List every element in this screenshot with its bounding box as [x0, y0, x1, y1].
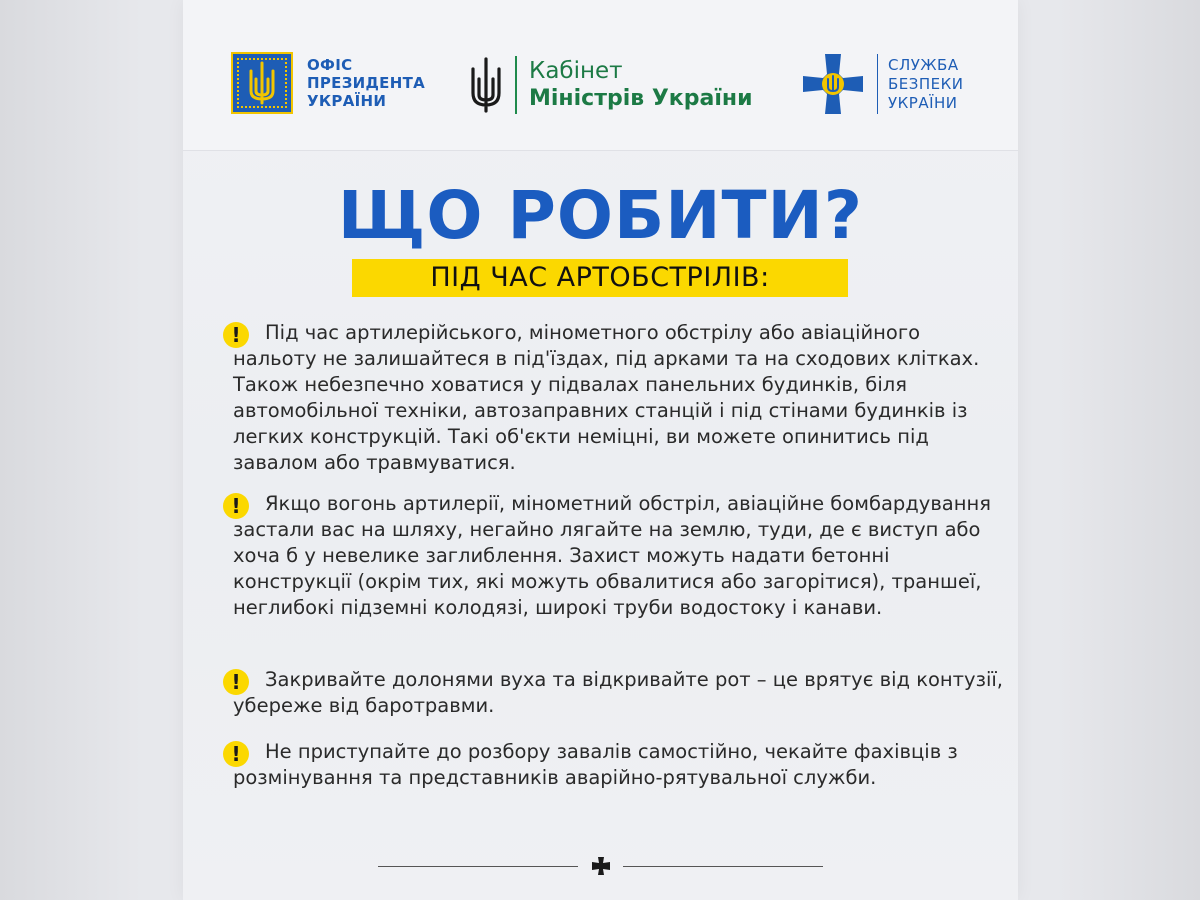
advice-text: Не приступайте до розбору завалів самостійно, чекайте фахівців з розмінування та представників аварійно-рятувальної служби.: [233, 740, 958, 789]
footer-ornament: [378, 856, 823, 876]
cabinet-text: [529, 57, 752, 113]
header-logos: [183, 0, 1018, 151]
exclamation-icon: !: [223, 322, 249, 348]
exclamation-icon: !: [223, 669, 249, 695]
cabinet-line-1: Кабінет: [529, 58, 623, 84]
advice-item: [223, 667, 1003, 723]
infographic-card: [183, 0, 1018, 900]
advice-item: [223, 491, 1003, 651]
logo-security-service: [801, 52, 964, 116]
subtitle-banner: ПІД ЧАС АРТОБСТРІЛІВ:: [352, 259, 848, 297]
trident-emblem-icon: [231, 52, 293, 114]
advice-text: Закривайте долонями вуха та відкривайте рот – це врятує від контузії, убереже від баротравми.: [233, 668, 1003, 717]
sbu-line: БЕЗПЕКИ: [888, 74, 964, 93]
page-title: ЩО РОБИТИ?: [337, 177, 864, 254]
divider: [623, 866, 823, 867]
cabinet-line-2: Міністрів України: [529, 86, 753, 111]
advice-text: Якщо вогонь артилерії, мінометний обстріл, авіаційне бомбардування застали вас на шляху, негайно лягайте на землю, туди, де є виступ або хоча б у невелике заглиблення. Захист можуть надати бетонні конструкції (окрім тих, які можуть обвалитися або загорітися), траншеї, неглибокі підземні колодязі, широкі труби водостоку і канави.: [233, 492, 991, 619]
office-president-text: [307, 56, 425, 110]
divider: [515, 56, 517, 114]
office-line: УКРАЇНИ: [307, 92, 387, 110]
divider: [877, 54, 878, 114]
sbu-cross-emblem-icon: [801, 52, 865, 116]
logo-cabinet-of-ministers: [469, 56, 752, 114]
advice-item: [223, 739, 1003, 795]
sbu-line: УКРАЇНИ: [888, 93, 958, 112]
logo-office-of-president: [231, 52, 425, 114]
cross-icon: [591, 856, 611, 876]
exclamation-icon: !: [223, 493, 249, 519]
office-line: ПРЕЗИДЕНТА: [307, 74, 426, 92]
advice-item: [223, 320, 1003, 480]
office-line: ОФІС: [307, 56, 353, 74]
sbu-text: [888, 56, 964, 113]
advice-text: Під час артилерійського, мінометного обстрілу або авіаційного нальоту не залишайтеся в під'їздах, під арками та на сходових клітках. Також небезпечно ховатися у підвалах панельних будинків, біля автомобільної техніки, автозаправних станцій і під стінами будинків із легких конструкцій. Такі об'єкти неміцні, ви можете опинитись під завалом або травмуватися.: [233, 321, 980, 474]
sbu-line: СЛУЖБА: [888, 55, 959, 74]
trident-icon: [469, 57, 503, 113]
exclamation-icon: !: [223, 741, 249, 767]
divider: [378, 866, 578, 867]
